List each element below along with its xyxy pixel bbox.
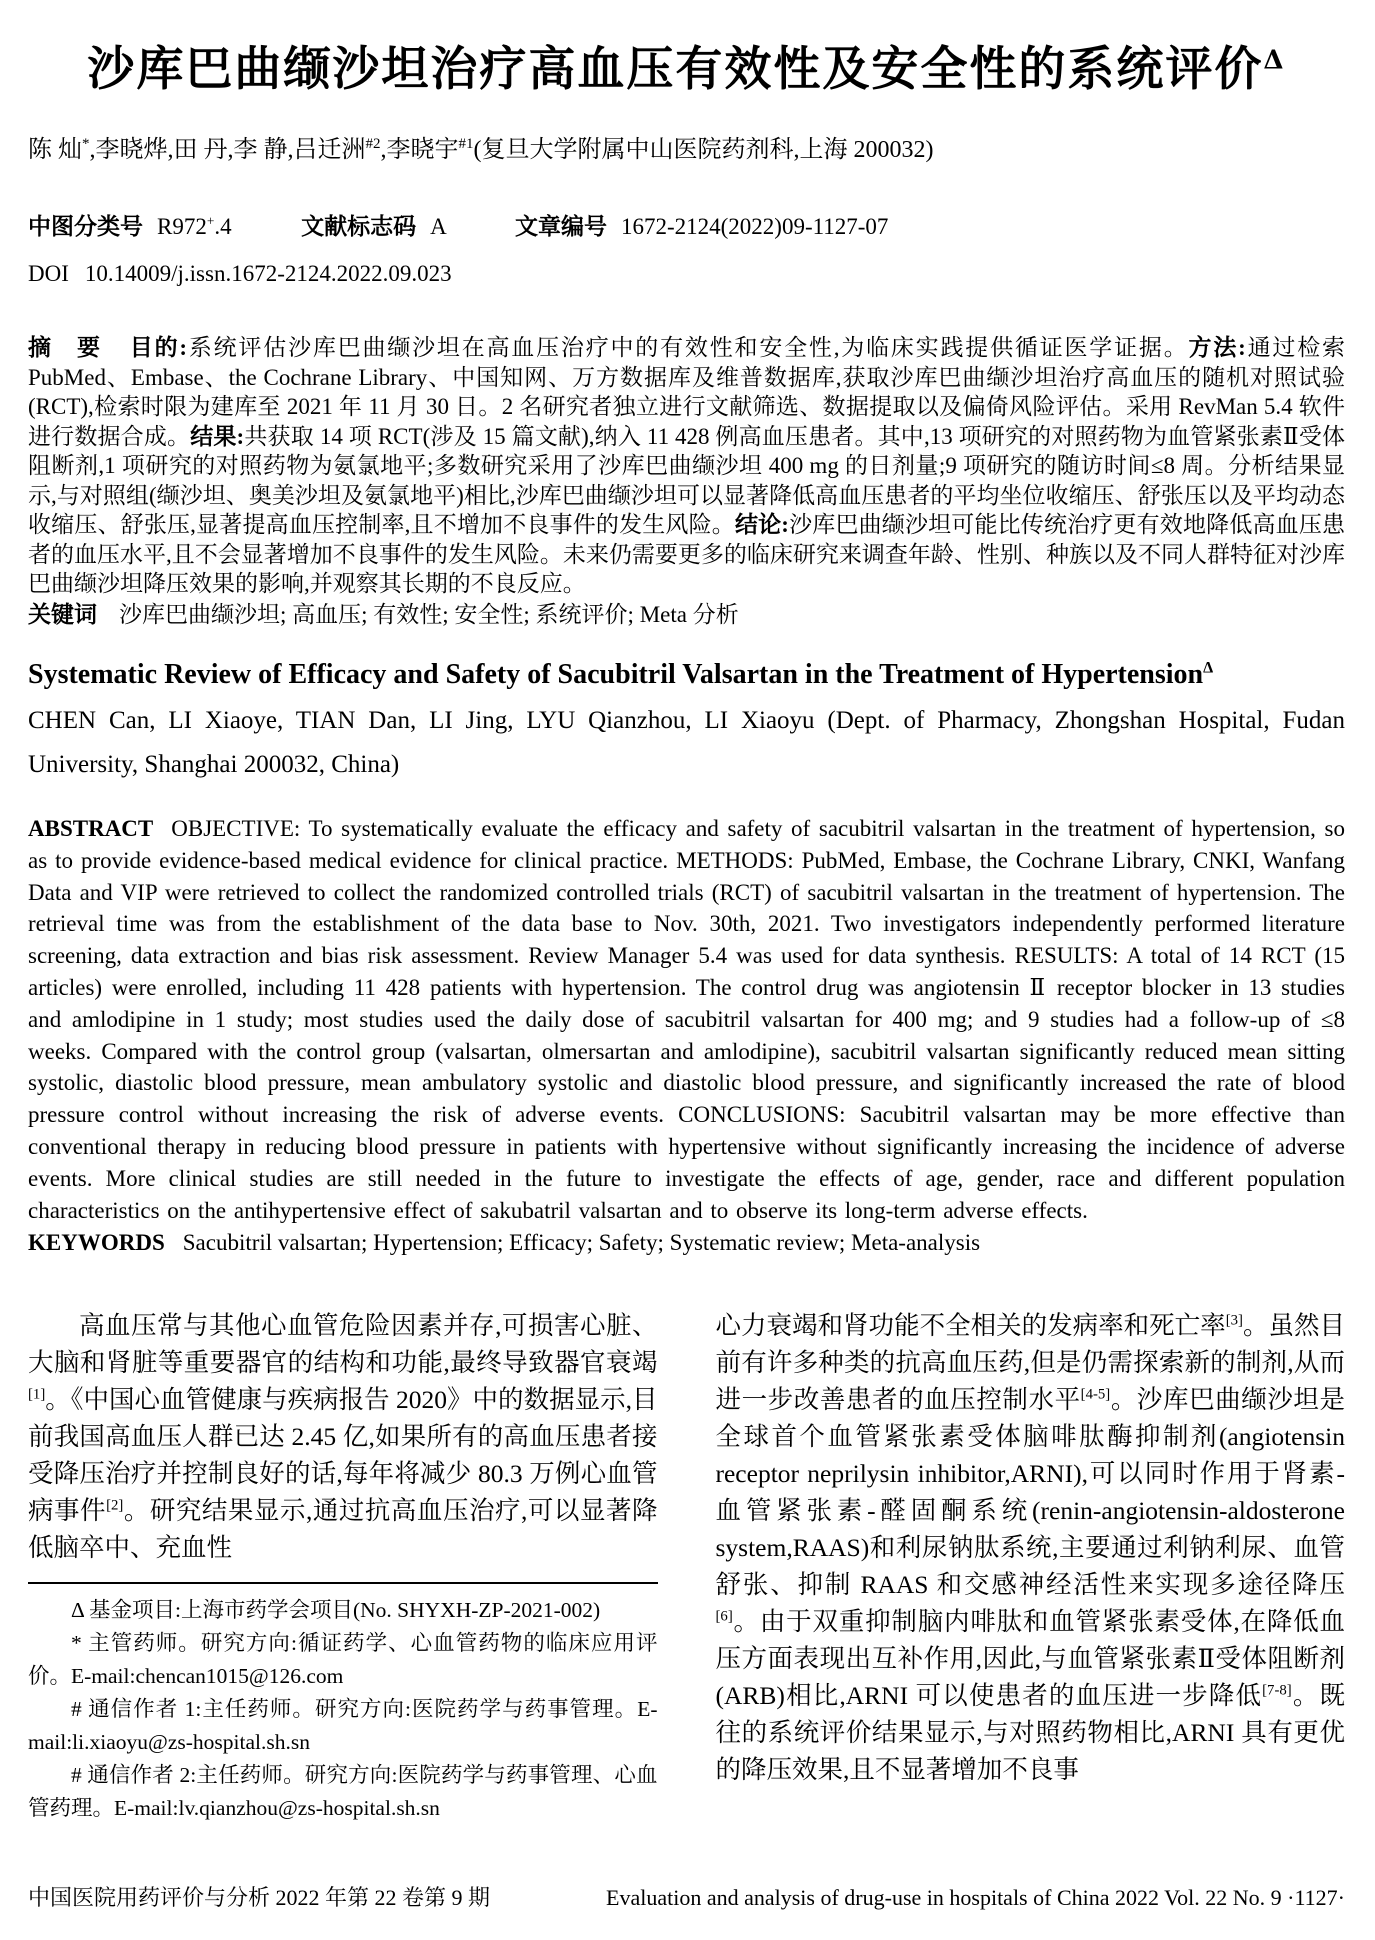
footnote-corresponding-author-1: # 通信作者 1:主任药师。研究方向:医院药学与药事管理。E-mail:li.xiaoyu@zs-hospital.sh.sn [28,1697,658,1755]
article-no-label: 文章编号 [514,213,607,239]
authors-line [28,129,1345,164]
keywords-en-label: KEYWORDS [28,1230,165,1256]
objective-label-cn: 目的: [129,335,188,360]
footer-journal-cn: 中国医院用药评价与分析 2022 年第 22 卷第 9 期 [28,1885,491,1910]
doi-value: 10.14009/j.issn.1672-2124.2022.09.023 [84,261,452,286]
abstract-cn [28,333,1345,599]
title-en [28,659,1345,691]
methods-text-cn: 通过检索 PubMed、Embase、the Cochrane Library、中国知网、万方数据库及维普数据库,获取沙库巴曲缬沙坦治疗高血压的随机对照试验(RCT),检索时限为建库至 2021 年 11 月 30 日。2 名研究者独立进行文献筛选、数据提取以及偏倚风险评估。采用 RevMan 5.4 软件进行数据合成。 [28,335,1345,449]
title-footnote-marker: Δ [1263,45,1286,76]
keywords-cn-text: 沙库巴曲缬沙坦; 高血压; 有效性; 安全性; 系统评价; Meta 分析 [119,601,739,627]
body-two-columns [28,1307,1345,1825]
abstract-cn-label: 摘 要 [28,334,110,360]
abstract-en [28,813,1345,1226]
abstract-en-text: OBJECTIVE: To systematically evaluate the efficacy and safety of sacubitril valsartan in the treatment of hypertension, so as to provide evidence-based medical evidence for clinical practice. METHODS: PubMed, Embase, the Cochrane Library, CNKI, Wanfang Data and VIP were retrieved to collect the randomized controlled trials (RCT) of sacubitril valsartan in the treatment of hypertension. The retrieval time was from the establishment of the data base to Nov. 30th, 2021. Two investigators independently performed literature screening, data extraction and bias risk assessment. Review Manager 5.4 was used for data synthesis. RESULTS: A total of 14 RCT (15 articles) were enrolled, including 11 428 patients with hypertension. The control drug was angiotensin Ⅱ receptor blocker in 13 studies and amlodipine in 1 study; most studies used the daily dose of sacubitril valsartan for 400 mg; and 9 studies had a follow-up of ≤8 weeks. Compared with the control group (valsartan, olmersartan and amlodipine), sacubitril valsartan significantly reduced mean sitting systolic, diastolic blood pressure, mean ambulatory systolic and diastolic blood pressure, and significantly increased the rate of blood pressure control without increasing the risk of adverse events. CONCLUSIONS: Sacubitril valsartan may be more effective than conventional therapy in reducing blood pressure in patients with hypertensive without significantly increasing the incidence of adverse events. More clinical studies are still needed in the future to investigate the effects of age, gender, race and different population characteristics on the antihypertensive effect of sakubatril valsartan and to observe its long-term adverse effects. [28,816,1345,1223]
conclusions-label-cn: 结论: [734,512,789,537]
clc-value: R972+.4 [157,213,232,239]
results-label-cn: 结果: [190,423,245,449]
footnote-divider [28,1582,658,1584]
footnote-first-author: * 主管药师。研究方向:循证药学、心血管药物的临床应用评价。E-mail:chencan1015@126.com [28,1631,658,1689]
doi-label: DOI [28,261,69,286]
conclusions-text-cn: 沙库巴曲缬沙坦可能比传统治疗更有效地降低高血压患者的血压水平,且不会显著增加不良事件的发生风险。未来仍需要更多的临床研究来调查年龄、性别、种族以及不同人群特征对沙库巴曲缬沙坦降压效果的影响,并观察其长期的不良反应。 [28,512,1346,596]
classification-line [28,208,1345,241]
keywords-cn [28,600,1345,630]
doc-code-label: 文献标志码 [301,213,417,239]
page-footer [28,1881,1345,1912]
author-marker: #2 [365,136,381,152]
footnote-corresponding-author-2: # 通信作者 2:主任药师。研究方向:医院药学与药事管理、心血管药理。E-mail:lv.qianzhou@zs-hospital.sh.sn [28,1763,658,1821]
keywords-en [28,1227,1345,1259]
body-paragraph-right: 心力衰竭和肾功能不全相关的发病率和死亡率[3]。虽然目前有许多种类的抗高血压药,但是仍需探索新的制剂,从而进一步改善患者的血压控制水平[4-5]。沙库巴曲缬沙坦是全球首个血管紧张素受体脑啡肽酶抑制剂(angiotensin receptor neprilysin inhibitor,ARNI),可以同时作用于肾素-血管紧张素-醛固酮系统(renin-angiotensin-aldosterone system,RAAS)和利尿钠肽系统,主要通过利钠利尿、血管舒张、抑制 RAAS 和交感神经活性来实现多途径降压[6]。由于双重抑制脑内啡肽和血管紧张素受体,在降低血压方面表现出互补作用,因此,与血管紧张素Ⅱ受体阻断剂(ARB)相比,ARNI 可以使患者的血压进一步降低[7-8]。既往的系统评价结果显示,与对照药物相比,ARNI 具有更优的降压效果,且不显著增加不良事 [715,1311,1345,1785]
keywords-en-text: Sacubitril valsartan; Hypertension; Efficacy; Safety; Systematic review; Meta-analysis [182,1230,981,1256]
author-marker: #1 [458,136,474,152]
left-column [28,1307,658,1825]
abstract-en-label: ABSTRACT [28,816,154,841]
methods-label-cn: 方法: [1188,335,1246,360]
page-title-text: 沙库巴曲缬沙坦治疗高血压有效性及安全性的系统评价 [87,42,1264,97]
authors-en: CHEN Can, LI Xiaoye, TIAN Dan, LI Jing, LYU Qianzhou, LI Xiaoyu (Dept. of Pharmacy, Zhongshan Hospital, Fudan University, Shanghai 200032, China) [28,707,1345,778]
author-marker: * [82,136,90,152]
footer-journal-en: Evaluation and analysis of drug-use in hospitals of China 2022 Vol. 22 No. 9 ·1127· [606,1885,1345,1910]
right-column [716,1307,1346,1825]
doi-line [28,261,1345,287]
title-en-text: Systematic Review of Efficacy and Safety of Sacubitril Valsartan in the Treatment of Hypertension [28,659,1204,690]
author-names: ,李晓烨,田 丹,李 静,吕迁洲 [89,137,366,163]
results-text-cn: 共获取 14 项 RCT(涉及 15 篇文献),纳入 11 428 例高血压患者。其中,13 项研究的对照药物为血管紧张素Ⅱ受体阻断剂,1 项研究的对照药物为氨氯地平;多数研究采用了沙库巴曲缬沙坦 400 mg 的日剂量;9 项研究的随访时间≤8 周。分析结果显示,与对照组(缬沙坦、奥美沙坦及氨氯地平)相比,沙库巴曲缬沙坦可以显著降低高血压患者的平均坐位收缩压、舒张压以及平均动态收缩压、舒张压,显著提高血压控制率,且不增加不良事件的发生风险。 [28,423,1345,537]
affiliation: (复旦大学附属中山医院药剂科,上海 200032) [473,137,934,163]
keywords-cn-label: 关键词 [28,600,97,627]
objective-text-cn: 系统评估沙库巴曲缬沙坦在高血压治疗中的有效性和安全性,为临床实践提供循证医学证据。 [187,335,1189,360]
author-name: ,李晓宇 [380,137,459,163]
clc-label: 中图分类号 [28,213,143,239]
title-en-footnote-marker: Δ [1203,659,1214,677]
page-title [28,32,1345,99]
author-name: 陈 灿 [28,137,82,163]
doc-code-value: A [430,214,446,239]
article-no-value: 1672-2124(2022)09-1127-07 [620,214,889,239]
footnote-fund: Δ 基金项目:上海市药学会项目(No. SHYXH-ZP-2021-002) [71,1598,601,1623]
body-paragraph-left: 高血压常与其他心血管危险因素并存,可损害心脏、大脑和肾脏等重要器官的结构和功能,最终导致器官衰竭[1]。《中国心血管健康与疾病报告 2020》中的数据显示,目前我国高血压人群已达 2.45 亿,如果所有的高血压患者接受降压治疗并控制良好的话,每年将减少 80.3 万例心血管病事件[2]。研究结果显示,通过抗高血压治疗,可以显著降低脑卒中、充血性 [28,1311,658,1563]
